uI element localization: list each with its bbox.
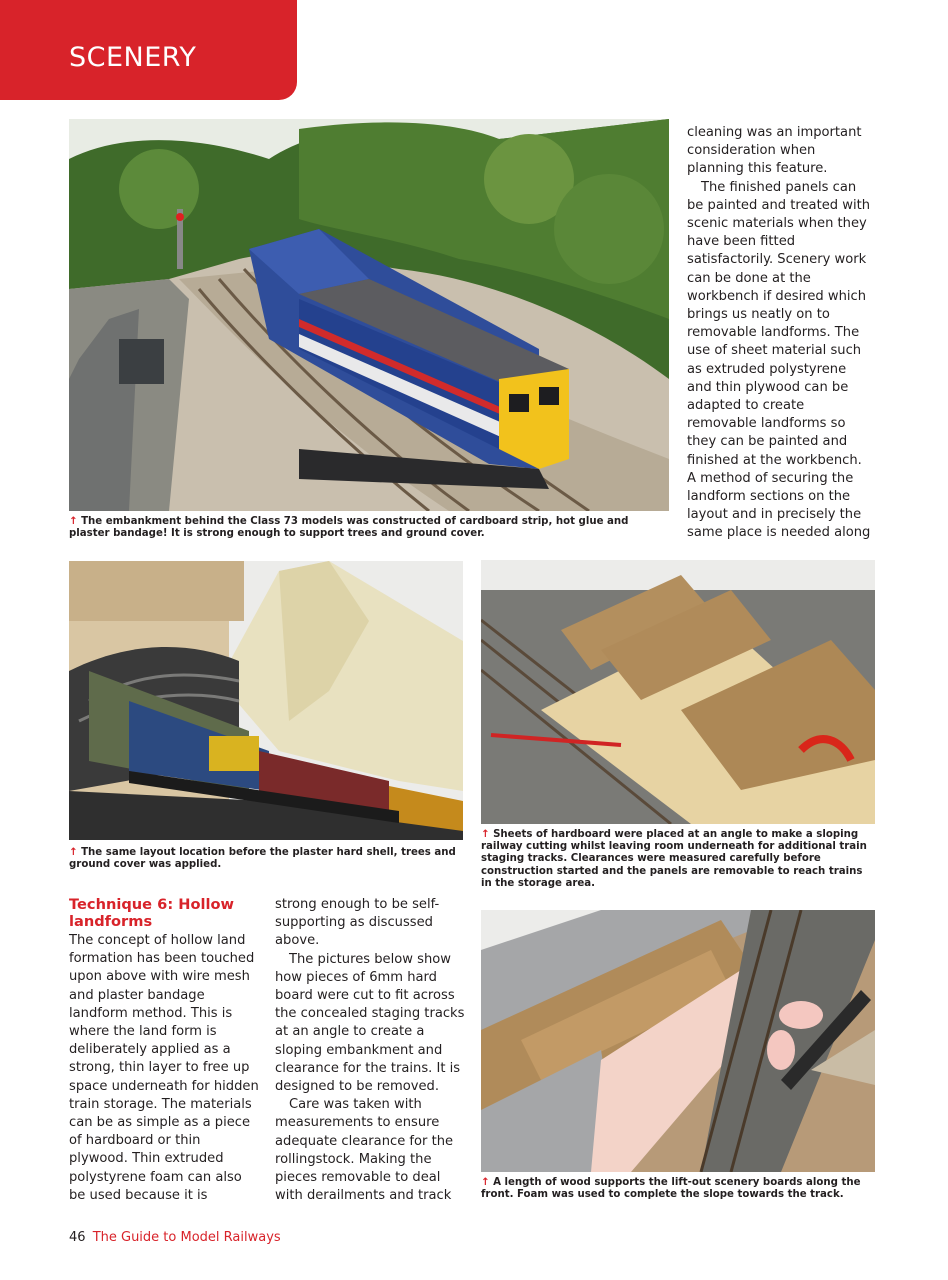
caption-text: A length of wood supports the lift-out scenery boards along the front. Foam was used to complete the slope towards the track. bbox=[481, 1177, 861, 1201]
caption-text: Sheets of hardboard were placed at an angle to make a sloping railway cutting whilst leaving room underneath for additional train staging tracks. Clearances were measured carefully before construction started and the panels are removable to reach trains in the storage area. bbox=[481, 829, 867, 889]
arrow-up-icon: ↑ bbox=[481, 829, 490, 840]
paragraph: Care was taken with measurements to ensure adequate clearance for the rollingstock. Making the pieces removable to deal with derailments and track bbox=[275, 1097, 454, 1204]
right-column-text bbox=[687, 124, 871, 543]
photo-class-73-embankment bbox=[69, 119, 669, 511]
page-footer bbox=[69, 1230, 281, 1245]
section-tab bbox=[0, 0, 297, 100]
photo-caption bbox=[481, 829, 875, 890]
photo-caption bbox=[69, 516, 669, 540]
photo-caption bbox=[481, 1177, 875, 1201]
article-column-1 bbox=[69, 897, 261, 1205]
arrow-up-icon: ↑ bbox=[69, 847, 78, 858]
section-title: SCENERY bbox=[69, 42, 197, 73]
article-column-2 bbox=[275, 896, 465, 1205]
paragraph: cleaning was an important consideration when planning this feature. bbox=[687, 125, 862, 177]
caption-text: The embankment behind the Class 73 models was constructed of cardboard strip, hot glue and plaster bandage! It is strong enough to support trees and ground cover. bbox=[69, 516, 629, 540]
page-number: 46 bbox=[69, 1230, 86, 1245]
paragraph: The finished panels can be painted and treated with scenic materials when they have been fitted satisfactorily. Scenery work can be done at the workbench if desired which brings us neatly on to removable landforms. The use of sheet material such as extruded polystyrene and thin plywood can be adapted to create removable landforms so they can be painted and finished at the workbench. A method of securing the landform sections on the layout and in precisely the same place is needed along bbox=[687, 179, 871, 541]
arrow-up-icon: ↑ bbox=[481, 1177, 490, 1188]
section-heading: Technique 6: Hollow landforms bbox=[69, 896, 234, 930]
photo-layout-before-plaster bbox=[69, 561, 463, 840]
photo-wood-support-foam bbox=[481, 910, 875, 1172]
paragraph: The pictures below show how pieces of 6mm hard board were cut to fit across the concealed staging tracks at an angle to create a sloping embankment and clearance for the trains. It is designed to be removed. bbox=[275, 951, 465, 1095]
paragraph: strong enough to be self-supporting as discussed above. bbox=[275, 897, 440, 949]
paragraph: The concept of hollow land formation has been touched upon above with wire mesh and plaster bandage landform method. This is where the land form is deliberately applied as a strong, thin layer to free up space underneath for hidden train storage. The materials can be as simple as a piece of hardboard or thin plywood. Thin extruded polystyrene foam can also be used because it is bbox=[69, 933, 259, 1203]
caption-text: The same layout location before the plaster hard shell, trees and ground cover was applied. bbox=[69, 847, 456, 871]
publication-title: The Guide to Model Railways bbox=[92, 1230, 281, 1245]
arrow-up-icon: ↑ bbox=[69, 516, 78, 527]
photo-caption bbox=[69, 847, 463, 871]
photo-hardboard-sloping-cutting bbox=[481, 560, 875, 824]
